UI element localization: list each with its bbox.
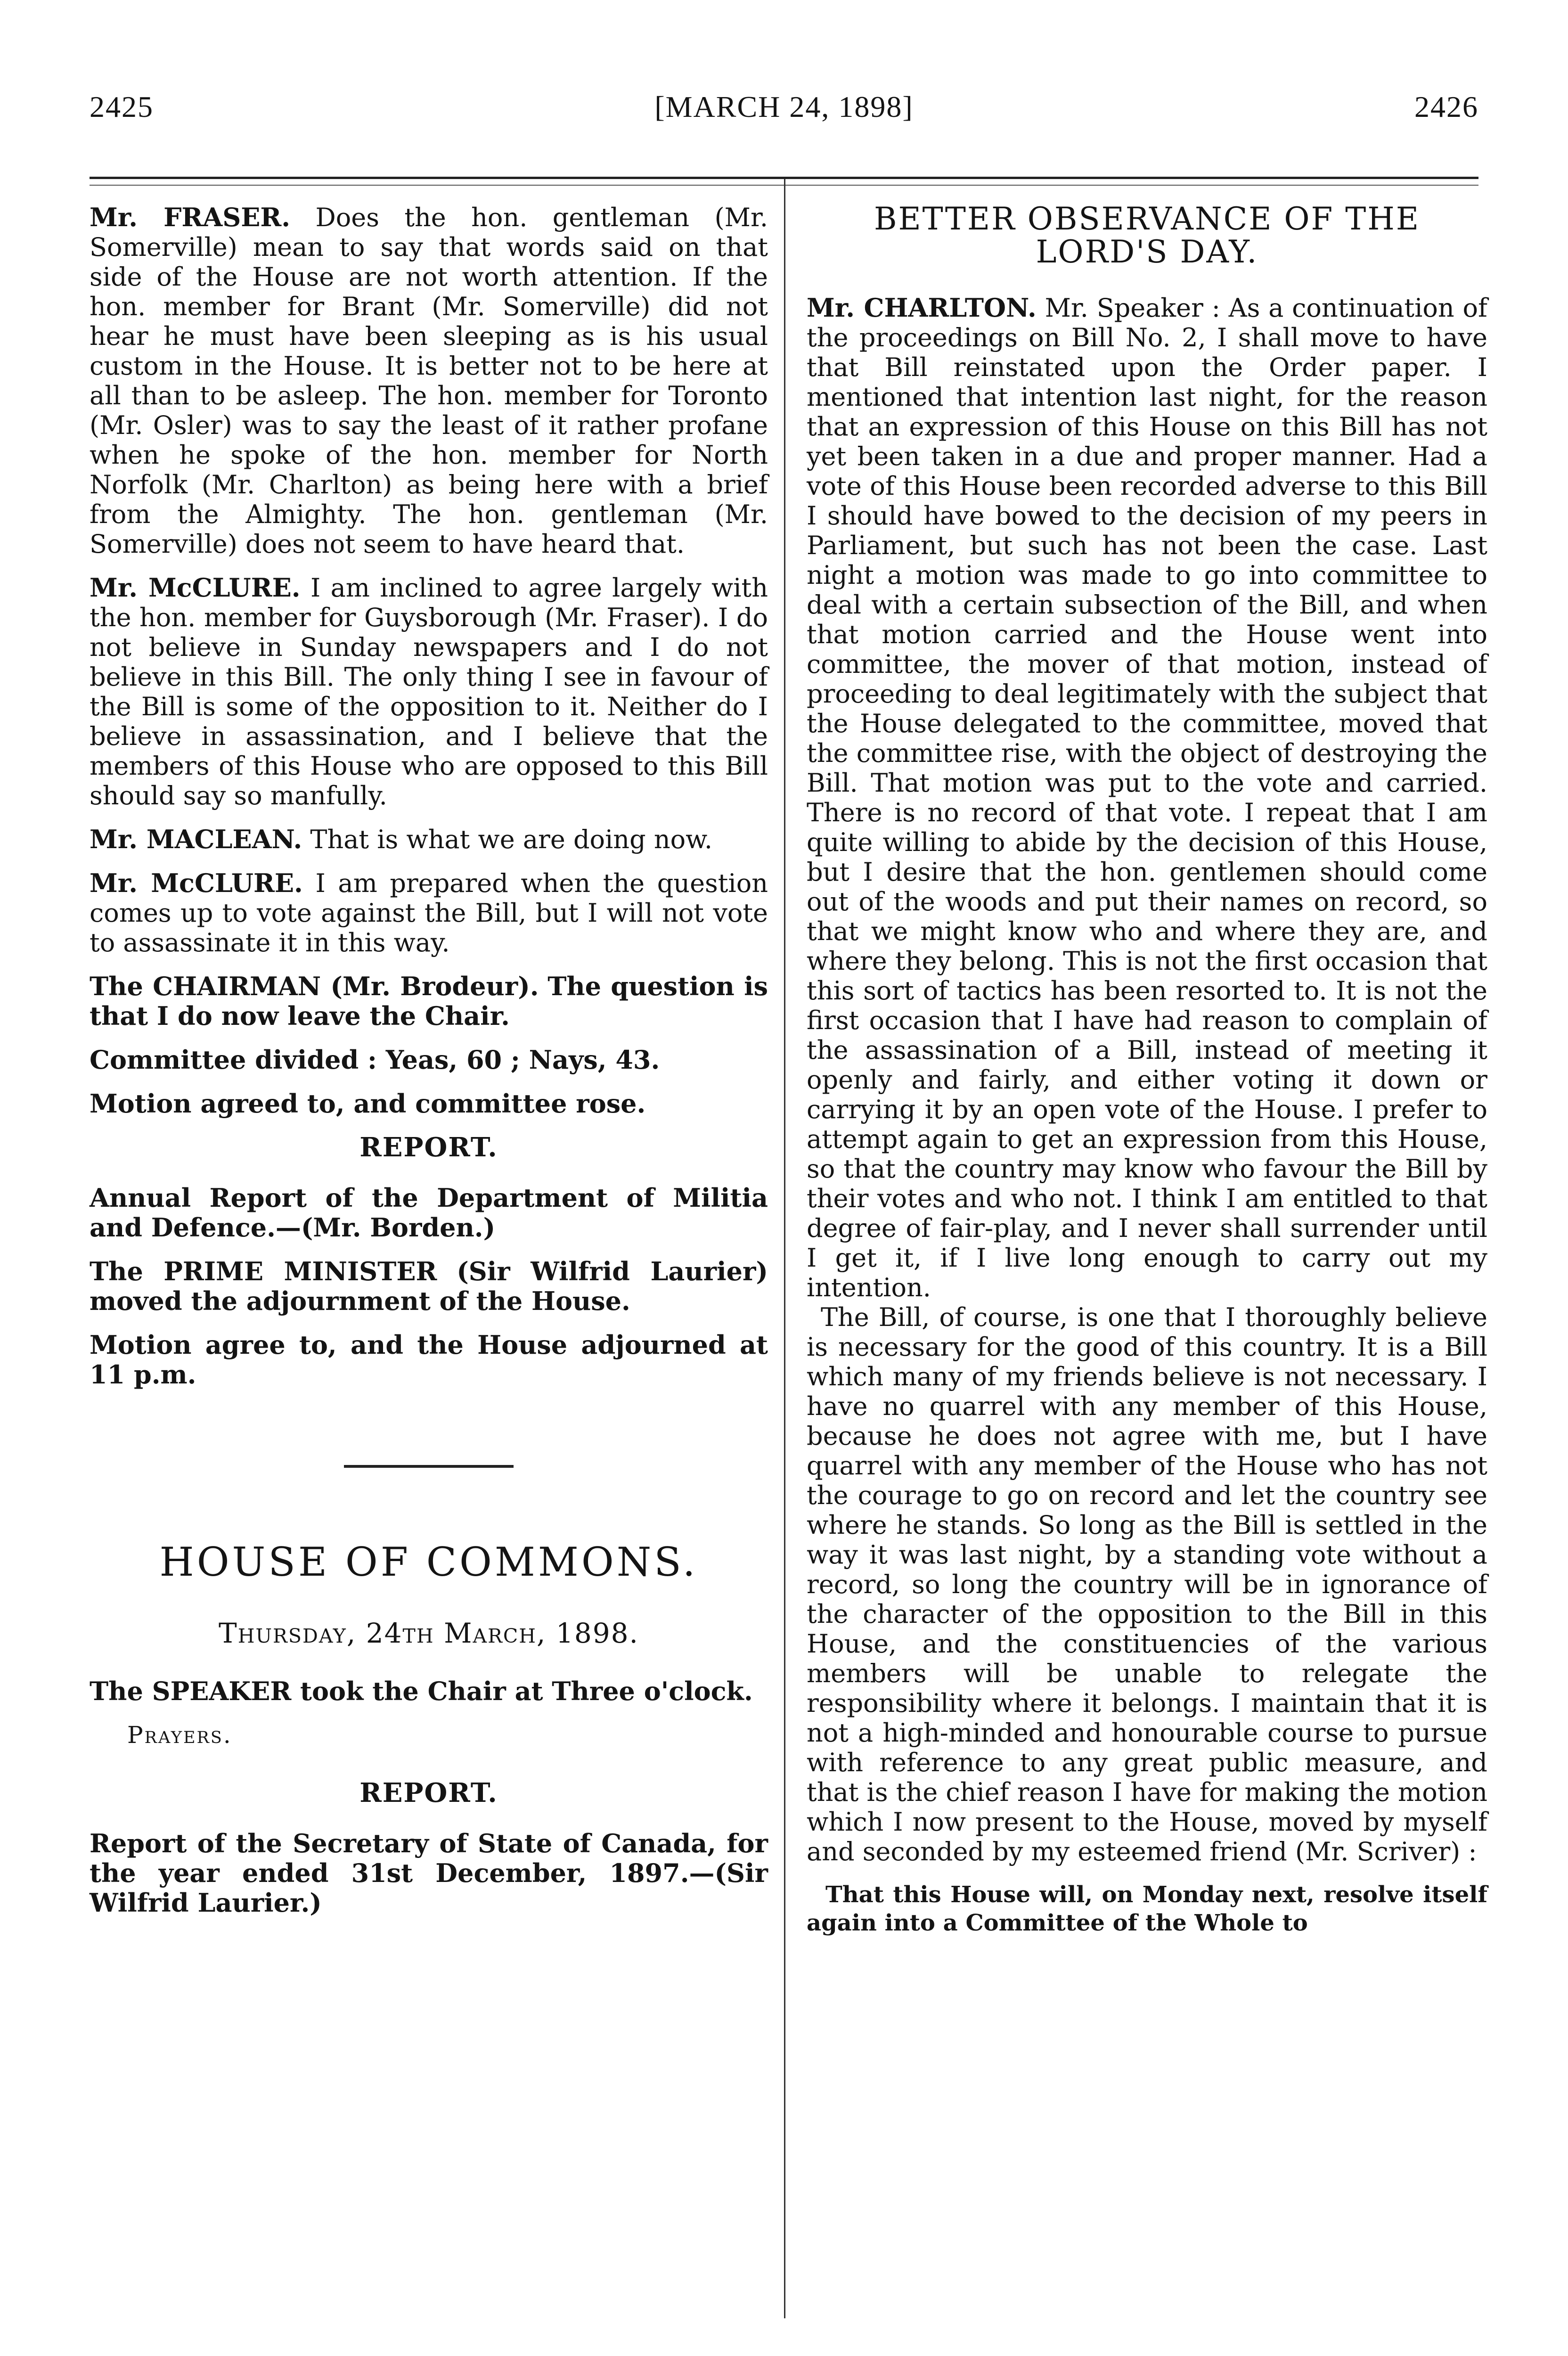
- left-column: [90, 203, 768, 1932]
- speaker-took-chair: The SPEAKER took the Chair at Three o'clock.: [90, 1676, 753, 1706]
- report-text: Annual Report of the Department of Militia and Defence.—(Mr. Borden.): [90, 1183, 768, 1243]
- speaker-name: Mr. FRASER.: [90, 202, 291, 232]
- section-title: BETTER OBSERVANCE OF THE LORD'S DAY.: [874, 201, 1421, 270]
- speech-charlton-continued: The Bill, of course, is one that I thoroughly believe is necessary for the good of this country. It is a Bill which many of my friends believe is not necessary. I have no quarrel with any member of this House, because he does not agree with me, but I have quarrel with any member of the House who has not the courage to go on record and let the country see where he stands. So long as the Bill is settled in the way it was last night, by a standing vote without a record, so long the country will be in ignorance of the character of the opposition to the Bill in this House, and the constituencies of the various members will be unable to relegate the responsibility where it belongs. I maintain that it is not a high-minded and honourable course to pursue with reference to any great public measure, and that is the chief reason I have for making the motion which I now present to the House, moved by myself and seconded by my esteemed friend (Mr. Scriver) :: [807, 1302, 1487, 1866]
- division-result: Committee divided : Yeas, 60 ; Nays, 43.: [90, 1045, 660, 1075]
- right-column: [807, 203, 1487, 1951]
- page-header: [90, 90, 1478, 137]
- motion-result: Motion agreed to, and committee rose.: [90, 1088, 646, 1119]
- section-separator: [344, 1465, 514, 1468]
- house-title: HOUSE OF COMMONS.: [159, 1539, 698, 1585]
- speech-charlton: [807, 293, 1487, 1302]
- speaker-name: The CHAIRMAN (Mr. Brodeur).: [90, 971, 539, 1001]
- adjournment: Motion agree to, and the House adjourned at 11 p.m.: [90, 1330, 768, 1390]
- speech-text: (Sir Wilfrid Laurier) moved the adjournment of the House.: [90, 1256, 768, 1316]
- speaker-name: Mr. McCLURE.: [90, 573, 301, 603]
- speech-maclean: [90, 825, 768, 854]
- speaker-name: Mr. McCLURE.: [90, 868, 303, 898]
- speech-prime-minister: [90, 1257, 768, 1316]
- header-date: [MARCH 24, 1898]: [654, 90, 914, 123]
- report-text-2: Report of the Secretary of State of Canada, for the year ended 31st December, 1897.—(Sir Wilfrid Laurier.): [90, 1828, 768, 1918]
- speech-text: The question is that I do now leave the Chair.: [90, 971, 768, 1031]
- speech-fraser: [90, 203, 768, 559]
- report-heading: REPORT.: [359, 1132, 498, 1163]
- page-number-right: 2426: [1414, 90, 1478, 123]
- page-number-left: 2425: [90, 90, 154, 123]
- sitting-date: Thursday, 24th March, 1898.: [219, 1617, 639, 1649]
- speech-text: Does the hon. gentleman (Mr. Somerville) mean to say that words said on that side of the House are not worth attention. If the hon. member for Brant (Mr. Somerville) did not hear he must have been sleeping as is his usual custom in the House. It is better not to be here at all than to be asleep. The hon. member for Toronto (Mr. Osler) was to say the least of it rather profane when he spoke of the hon. member for North Norfolk (Mr. Charlton) as being here with a brief from the Almighty. The hon. gentleman (Mr. Somerville) does not seem to have heard that.: [90, 203, 768, 559]
- speech-text: Mr. Speaker : As a continuation of the proceedings on Bill No. 2, I shall move to have that Bill reinstated upon the Order paper. I mentioned that intention last night, for the reason that an expression of this House on this Bill has not yet been taken in a due and proper manner. Had a vote of this House been recorded adverse to this Bill I should have bowed to the decision of my peers in Parliament, but such has not been the case. Last night a motion was made to go into committee to deal with a certain subsection of the Bill, and when that motion carried and the House went into committee, the mover of that motion, instead of proceeding to deal legitimately with the subject that the House delegated to the committee, moved that the committee rise, with the object of destroying the Bill. That motion was put to the vote and carried. There is no record of that vote. I repeat that I am quite willing to abide by the decision of this House, but I desire that the hon. gentlemen should come out of the woods and put their names on record, so that we might know who and where they are, and where they belong. This is not the first occasion that this sort of tactics has been resorted to. It is not the first occasion that I have had reason to complain of the assassination of a Bill, instead of meeting it openly and fairly, and either voting it down or carrying it by an open vote of the House. I prefer to attempt again to get an expression from this House, so that the country may know who favour the Bill by their votes and who not. I think I am entitled to that degree of fair-play, and I never shall surrender until I get it, if I live long enough to carry out my intention.: [807, 293, 1487, 1302]
- speech-text: I am prepared when the question comes up to vote against the Bill, but I will not vote to assassinate it in this way.: [90, 868, 768, 957]
- report-heading-2: REPORT.: [359, 1777, 498, 1808]
- speech-text: That is what we are doing now.: [310, 825, 713, 854]
- speaker-name: Mr. MACLEAN.: [90, 824, 302, 854]
- speech-chairman: [90, 972, 768, 1031]
- motion-text: That this House will, on Monday next, resolve itself again into a Committee of the Whole to: [807, 1882, 1487, 1936]
- speaker-name: Mr. CHARLTON.: [807, 293, 1037, 323]
- prayers: Prayers.: [127, 1721, 232, 1749]
- speech-text: I am inclined to agree largely with the hon. member for Guysborough (Mr. Fraser). I do not believe in Sunday newspapers and I do not believe in this Bill. The only thing I see in favour of the Bill is some of the opposition to it. Neither do I believe in assassination, and I believe that the members of this House who are opposed to this Bill should say so manfully.: [90, 573, 768, 810]
- speech-mcclure-1: [90, 573, 768, 810]
- column-divider: [784, 179, 785, 2318]
- speaker-name: The PRIME MINISTER: [90, 1256, 437, 1286]
- speech-mcclure-2: [90, 868, 768, 957]
